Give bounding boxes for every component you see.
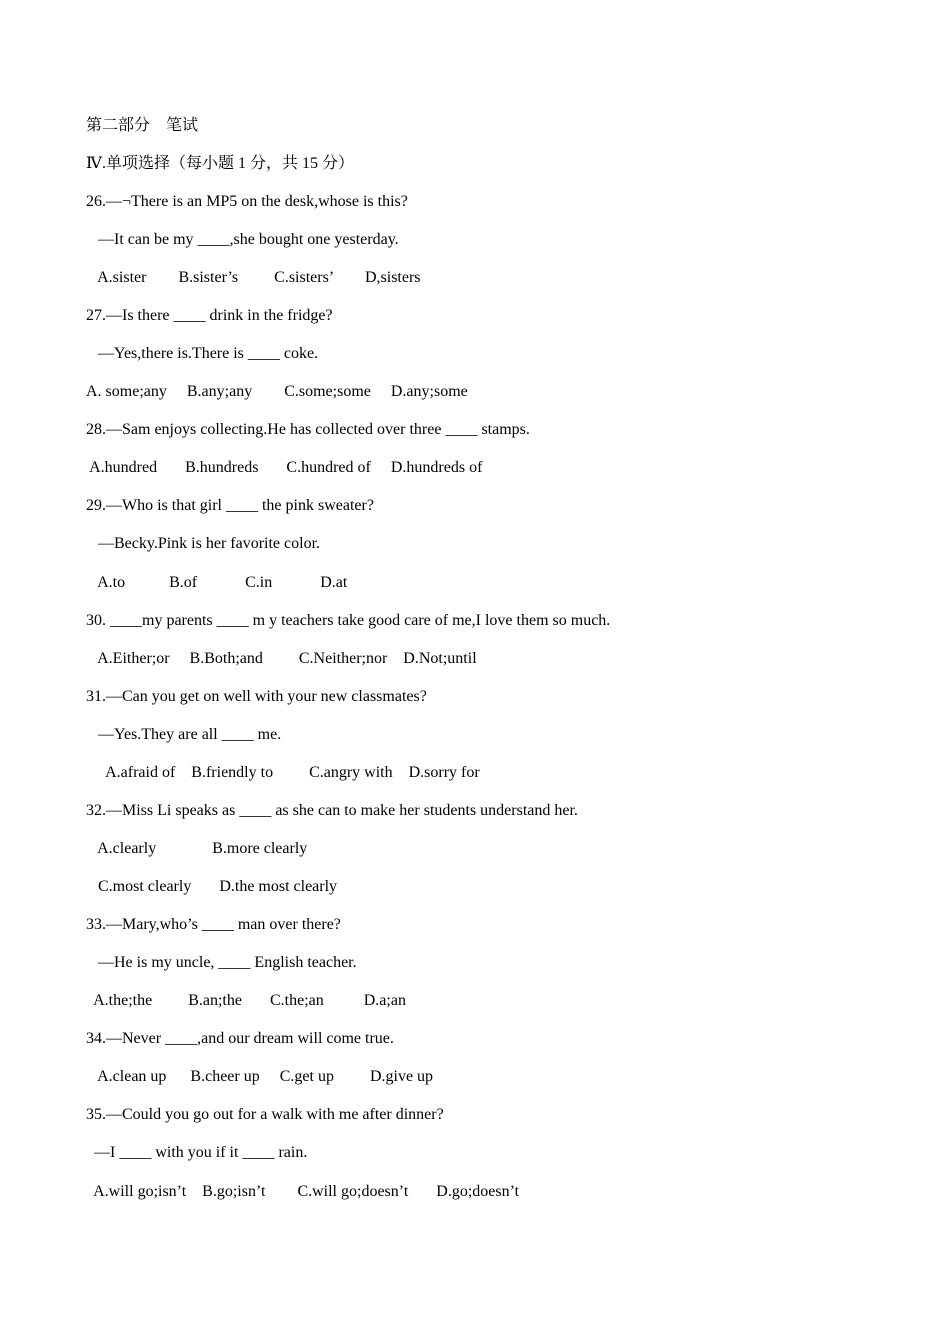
question-27-reply: —Yes,there is.There is ____ coke.	[86, 345, 319, 362]
question-30-options: A.Either;or B.Both;and C.Neither;nor D.Not;until	[86, 650, 477, 667]
question-29-stem: 29.—Who is that girl ____ the pink sweater?	[86, 497, 374, 514]
question-33-reply: —He is my uncle, ____ English teacher.	[86, 954, 357, 971]
question-33-stem: 33.—Mary,who’s ____ man over there?	[86, 916, 341, 933]
question-26-options: A.sister B.sister’s C.sisters’ D,sisters	[86, 269, 421, 286]
question-33-options: A.the;the B.an;the C.the;an D.a;an	[86, 992, 406, 1009]
question-29-reply: —Becky.Pink is her favorite color.	[86, 535, 321, 552]
question-26-reply: —It can be my ____,she bought one yesterday.	[86, 231, 399, 248]
question-31-stem: 31.—Can you get on well with your new classmates?	[86, 688, 427, 705]
question-26-stem: 26.—¬There is an MP5 on the desk,whose is this?	[86, 193, 408, 210]
question-35-reply: —I ____ with you if it ____ rain.	[86, 1144, 308, 1161]
question-35-stem: 35.—Could you go out for a walk with me after dinner?	[86, 1106, 444, 1123]
question-35-options: A.will go;isn’t B.go;isn’t C.will go;doesn’t D.go;doesn’t	[86, 1183, 520, 1200]
question-27-stem: 27.—Is there ____ drink in the fridge?	[86, 307, 333, 324]
question-31-options: A.afraid of B.friendly to C.angry with D.sorry for	[86, 764, 480, 781]
question-28-stem: 28.—Sam enjoys collecting.He has collected over three ____ stamps.	[86, 421, 530, 438]
question-34-stem: 34.—Never ____,and our dream will come true.	[86, 1030, 394, 1047]
question-27-options: A. some;any B.any;any C.some;some D.any;some	[86, 383, 468, 400]
question-32-stem: 32.—Miss Li speaks as ____ as she can to make her students understand her.	[86, 802, 578, 819]
question-29-options: A.to B.of C.in D.at	[86, 574, 348, 591]
question-31-reply: —Yes.They are all ____ me.	[86, 726, 282, 743]
section-title: 第二部分 笔试	[86, 117, 199, 134]
question-28-options: A.hundred B.hundreds C.hundred of D.hundreds of	[86, 459, 483, 476]
question-30-stem: 30. ____my parents ____ m y teachers take good care of me,I love them so much.	[86, 612, 611, 629]
part-heading: Ⅳ.单项选择（每小题 1 分，共 15 分）	[86, 155, 354, 172]
question-34-options: A.clean up B.cheer up C.get up D.give up	[86, 1068, 434, 1085]
question-32-options-row-1: A.clearly B.more clearly	[86, 840, 308, 857]
question-32-options-row-2: C.most clearly D.the most clearly	[86, 878, 338, 895]
